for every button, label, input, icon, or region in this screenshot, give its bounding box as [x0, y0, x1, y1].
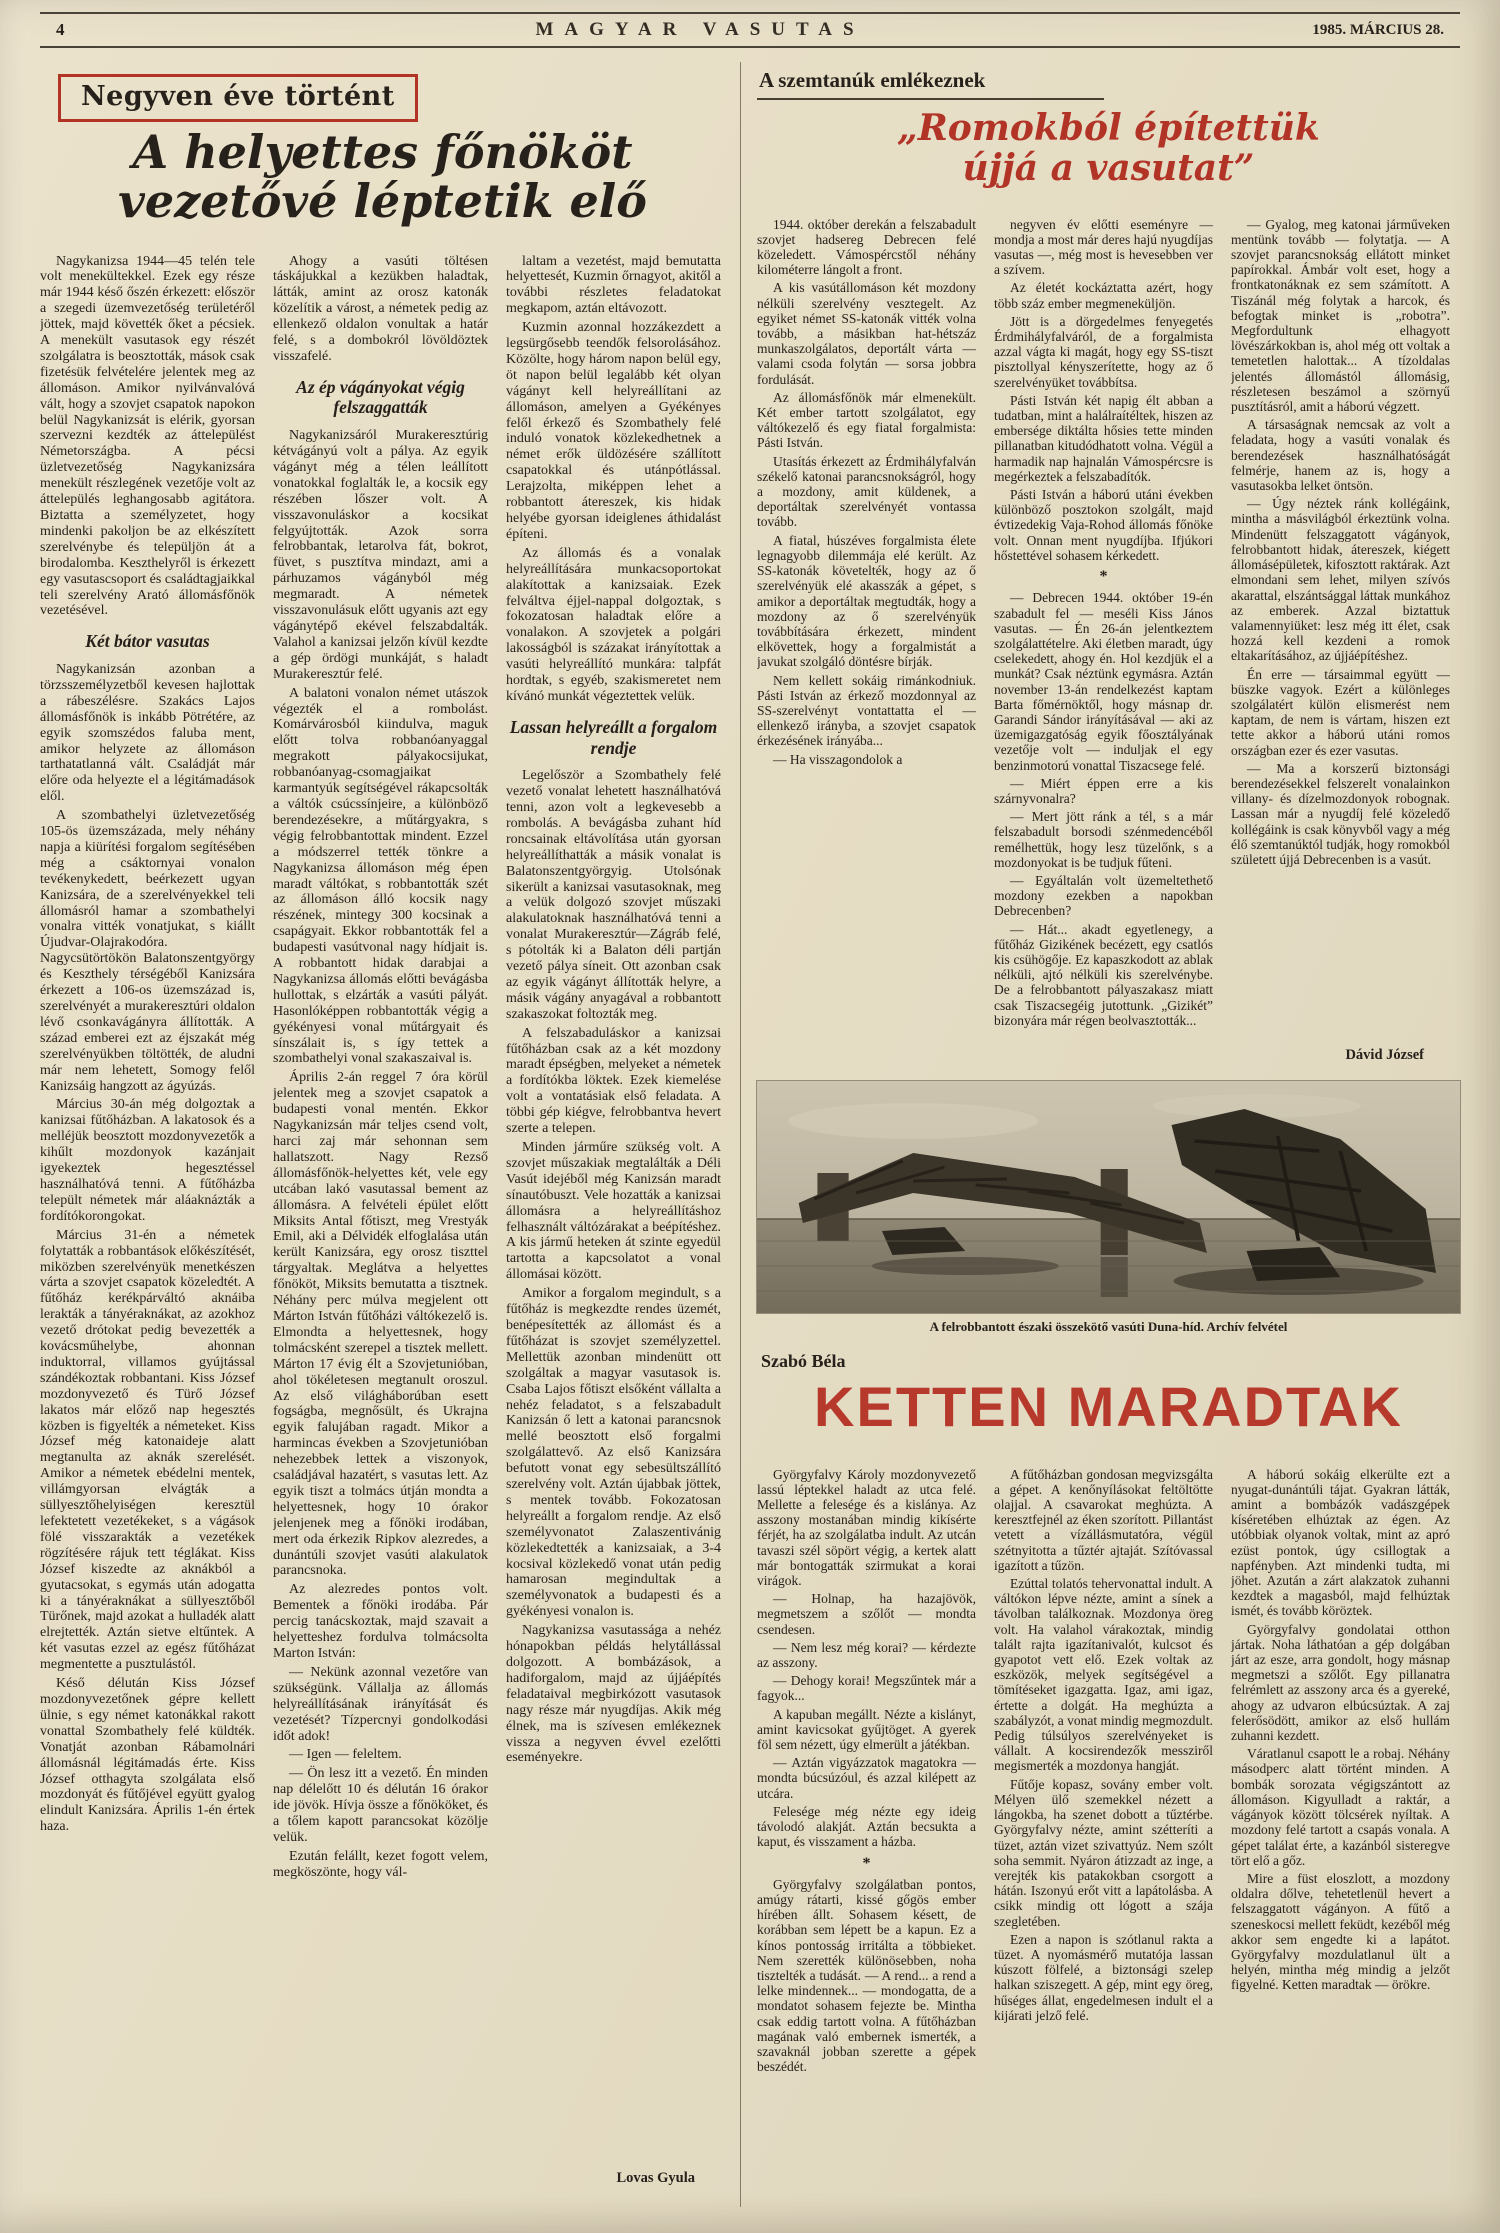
paragraph: Györgyfalvy szolgálatban pontos, amúgy rátarti, kissé gőgös ember hírében állt. Sohasem késett, de korábban sem lépett be a kapun. Ez a kínos pontosság irritálta a többieket. Nem szerették különösebben, noha tisztelték a tudását. — A rend... a rend a lelke mindennek... — mondogatta, de a mondatot sohasem fejezte be. Mintha csak eddig tartott volna. A fűtőházban magának való embernek ismerték, a szavaknál jobban szerette a gépek beszédét. — [757, 1876, 976, 2075]
paragraph: Pásti István a háború utáni években különböző posztokon szolgált, majd évtizedekig Vaja-Rohod állomás főnöke volt. Onnan ment nyugdíjba. Ifjúkori hőstettével sohasem kérkedett. — [994, 487, 1213, 563]
paragraph: — Ma a korszerű biztonsági berendezésekkel felszerelt vonalainkon villany- és dízelmozdonyok robognak. Lassan már a nyugdíj felé közeledő kollégáink is csak könyvből vagy a még élő szemtanúktól tudják, hogy romokból született újjá Debrecenben is a vasút. — [1231, 760, 1450, 867]
masthead — [40, 12, 1460, 48]
paragraph: Két bátor vasutas — [85, 631, 210, 652]
paragraph: Nem kellett sokáig rimánkodniuk. Pásti István az érkező mozdonnyal az SS-szerelvényt vontattatta el — ellenkező irányba, a szovjet csapatok érkezésének irányába... — [757, 672, 976, 749]
paragraph: Ahogy a vasúti töltésen táskájukkal a kezükben haladtak, látták, amint az orosz katonák közelítik a várost, a németek pedig az ellenkező oldalon vonultak a határ felé, s a dombokról lövöldöztek visszafelé. — [273, 253, 488, 364]
paragraph: Ezen a napon is szótlanul rakta a tüzet. A nyomásmérő mutatója lassan kúszott fölfelé, a biztonsági szelep halkan sziszegett. A gép, mint egy öreg, hűséges állat, engedelmesen indult el a kijárati jelző felé. — [994, 1931, 1213, 2023]
paragraph: Györgyfalvy gondolatai otthon jártak. Noha láthatóan a gép dolgában járt az esze, arra gondolt, hogy másnap megmetszi a szőlőt. Egy pillanatra felrémlett az asszony arca és a gyereké, ahogy az udvaron elbúcsúztak. A zaj felerősödött, amikor az első hullám zuhanni kezdett. — [1231, 1621, 1450, 1744]
paragraph: Ezután felállt, kezet fogott velem, megköszönte, hogy vál- — [273, 1848, 488, 1880]
paragraph: Március 30-án még dolgoztak a kanizsai fűtőházban. A lakatosok és a melléjük beosztott mozdonyvezetők a kihűlt mozdonyok kazánjait igyekeztek hegesztéssel használhatóvá tenni. A fűtőházba települt németek már aláaknázták a fordítókorongokat. — [40, 1097, 255, 1224]
paragraph: 1944. október derekán a felszabadult szovjet hadsereg Debrecen felé közeledett. Vámospércstől néhány kilométerre lángolt a front. — [757, 216, 976, 278]
witness-headline — [757, 108, 1460, 189]
promotion-column-3 — [506, 254, 721, 2192]
paragraph: A fűtőházban gondosan megvizsgálta a gépet. A kenőnyílásokat feltöltötte olajjal. A csavarokat meghúzta. A keresztfejnél az éken szorított. Pillantást vetett a vízállásmutatóra, végül szétnyitotta a tűztér ajtaját. Szítóvassal igazított a tűzön. — [994, 1466, 1213, 1573]
paragraph: A kis vasútállomáson két mozdony nélküli szerelvény vesztegelt. Az egyiket német SS-katonák vitték volna tovább, a másikban hat-hétszáz munkaszolgálatos, deportált várta — valami csoda folytán — sorsa jobbra fordulását. — [757, 280, 976, 387]
paragraph: Ezúttal tolatós tehervonattal indult. A váltókon lépve nézte, amint a sínek a távolban találkoznak. Mozdonya öreg volt. Ha valahol várakoztak, mindig talált rajta igazítanivalót, kulcsot és gyapotot vett elő. Ezek voltak az eszközök, melyek segítségével a tömítéseket igazgatta. Igaz, ami igaz, értette a dolgát. Ha meghúzta a szabályzót, a vonat mindig megmozdult. Pedig túlsúlyos szerelvényeket is vállalt. A kocsirendezők messziről megismerték a mozdonya hangját. — [994, 1576, 1213, 1774]
paragraph: — Holnap, ha hazajövök, megmetszem a szőlőt — mondta csendesen. — [757, 1591, 976, 1637]
paragraph: — Ha visszagondolok a — [773, 751, 903, 767]
article-ketten — [757, 1351, 1460, 2209]
ketten-headline: KETTEN MARADTAK — [814, 1374, 1403, 1438]
paragraph: — Mert jött ránk a tél, s a már felszabadult borsodi szénmedencéből remélhettük, hogy lesz tüzelőnk, s a mozdonyokat is be tudjuk fűteni. — [994, 809, 1213, 870]
promotion-headline-line2: vezetővé léptetik elő — [118, 173, 647, 228]
paragraph: Kuzmin azonnal hozzákezdett a legsürgősebb teendők felsorolásához. Közölte, hogy három napon belül egy, öt napon belül legalább két olyan vágányt kell helyreállítani az állomáson, amelyen a Gyékényes felől érkező és Szombathely felé induló vonatok közlekedhetnek a német erők üldözésére szállított csapatokkal és utánpótlással. Lerajzolta, miképpen lehet a robbantott átereszek, kis hidak helyébe gyorsan ideiglenes áthidalást építeni. — [506, 320, 721, 542]
author-signature: Lovas Gyula — [616, 2169, 695, 2186]
paragraph: — Aztán vigyázzatok magatokra — mondta búcsúzóul, és azzal kilépett az utcára. — [757, 1755, 976, 1801]
page-content — [40, 62, 1460, 2207]
paragraph: Az állomásfőnök már elmenekült. Két ember tartott szolgálatot, egy váltókezelő és egy fiatal forgalmista: Pásti István. — [757, 389, 976, 451]
paragraph: Minden járműre szükség volt. A szovjet műszakiak megtalálták a Déli Vasút idejéből még Kanizsán maradt sínautóbuszt. Vele hozatták a kanizsai állomásra a helyreállításhoz felhasznált váltózárakat a beépítéshez. A kis jármű heteken át szinte egyedül tartotta a kapcsolatot a vonal állomásai között. — [506, 1140, 721, 1283]
promotion-columns — [40, 254, 725, 2192]
photo-caption: A felrobbantott északi összekötő vasúti Duna-híd. Archív felvétel — [929, 1318, 1288, 1334]
paragraph: — Debrecen 1944. október 19-én szabadult fel — meséli Kiss János vasutas. — Én 26-án jelentkeztem szolgálattételre. Aki életben maradt, úgy cselekedett, ahogy én. Hol kezdjük el a munkát? Csak néztünk egymásra. Aztán november 13-án rendelkezést kaptam Barta főmérnöktől, hogy másnap dr. Garandi Sándor irányításával — aki az üzemigazgatóság egyik főosztályának vezetője volt — induljak el egy benzinmotorú vonattal Tiszacsege felé. — [994, 590, 1213, 773]
paragraph: Az ép vágányokat végig felszaggatták — [296, 376, 465, 418]
promotion-column-3-body — [506, 254, 721, 2165]
paragraph: A balatoni vonalon német utászok végezték el a rombolást. Komárvárosból kiindulva, maguk előtt tolva robbanóanyaggal megrakott pályakocsijukat, robbanóanyag-csomagjaikat karmantyúk segítségével rákapcsolták a váltók csúcssínjeire, a különböző berendezésekre, a műtárgyakra, s végig felrobbantottak mindent. Ezzel a módszerrel tették tönkre a Nagykanizsa állomáson még épen maradt váltókat, s robbantották szét az állomáson álló kocsik nagy részének, mintegy 300 kocsinak a csapágyait. Ekkor robbantották fel a budapesti vasútvonal nagy hídjait is. A robbantott hidak darabjai a Nagykanizsa állomás előtti bevágásba hullottak, s elzárták a vasúti pályát. Hasonlóképpen robbantották végig a gyékényesi vonal műtárgyait és sínszálait is, s így tettek a szombathelyi vonal szakaszaival is. — [273, 685, 488, 1067]
paragraph: — Miért éppen erre a kis szárnyvonalra? — [994, 775, 1213, 806]
kicker-box — [58, 74, 418, 122]
issue-date: 1985. MÁRCIUS 28. — [1312, 21, 1444, 38]
paragraph: Váratlanul csapott le a robaj. Néhány másodperc alatt történt minden. A bombák sorozata végigszántott az állomáson. Kigyulladt a raktár, a vágányok között tölcsérek nyíltak. A mozdony felé tartott a csapás vonala. A gépet találat érte, a kazánból sisteregve tört elő a gőz. — [1231, 1746, 1450, 1868]
paragraph: laltam a vezetést, majd bemutatta helyettesét, Kuzmin őrnagyot, akitől a további részletes feladatokat megkapom, aztán eltávozott. — [506, 253, 721, 317]
paragraph: Pásti István két napig élt abban a tudatban, mint a halálraítéltek, hiszen az embersége diktálta hősies tette minden pillanatban kitudódhatott volna. Végül a harmadik nap hajnalán Vámospércsre is megérkeztek a felszabadítók. — [994, 392, 1213, 484]
paragraph: — Ön lesz itt a vezető. Én minden nap délelőtt 10 és délután 16 órakor ide jövök. Hívja össze a főnököket, és a tőlem kapott parancsokat közölje velük. — [273, 1766, 488, 1845]
ketten-column-2 — [994, 1467, 1213, 2209]
paragraph: Fűtője kopasz, sovány ember volt. Mélyen ülő szemekkel nézett a lángokba, ha szenet dobott a tűztérbe. Györgyfalvy nézte, amint szétteríti a tüzet, aztán vizet szivattyúz. Nem szólt soha semmit. Nyáron átizzadt az inge, a verejték kis patakokban csorgott a hátán. Iszonyú erőt vitt a lapátolásba. A csikk mindig ott lógott a szája szegletében. — [994, 1776, 1213, 1929]
paragraph: Az alezredes pontos volt. Bementek a főnöki irodába. Pár percig tanácskoztak, majd szavait a helyetteshez fordulva tolmácsolta Marton István: — [273, 1582, 488, 1661]
witness-headline-line2: újjá a vasutat” — [962, 147, 1255, 190]
promotion-headline-line1: A helyettes főnököt — [132, 125, 633, 179]
bridge-photo-figure — [757, 1081, 1460, 1335]
paragraph: Amikor a forgalom megindult, s a fűtőház is megkezdte rendes üzemét, benépesítették az állomást és a fűtőházat is szovjet személyzettel. Mellettük azonban mindenütt ott szolgáltak a magyar vasutasok is. Csaba Lajos főtiszt elsőként vállalta a nehéz feladatot, s a felszabadult Kanizsán ő lett a katonai parancsnok mellé beosztott első forgalmi szolgálattevő. Az első Kanizsára befutott vonat egy sebesültszállító szerelvény volt. Aztán újabbak jöttek, s mentek tovább. Fokozatosan helyreállt a forgalom rendje. Az első személyvonatot Zalaszentivánig közlekedtették a kanizsaiak, a 3-4 kocsival közlekedő vonat után pedig hamarosan megindultak a személyvonatok a budapesti és a gyékényesi vonalon is. — [506, 1286, 721, 1620]
paragraph: A fiatal, húszéves forgalmista élete legnagyobb dilemmája elé került. Az SS-katonák követelték, hogy az ő szerelvényük elé akasszák a gépet, s amikor a deportáltak megtudták, hogy a mozdony az ő szerelvényük továbbítására érkezett, mindent elkövettek, hogy a forgalmistát a javukat szolgáló döntésre bírják. — [757, 532, 976, 670]
paragraph: Györgyfalvy Károly mozdonyvezető lassú léptekkel haladt az utca felé. Mellette a felesége és a kislánya. Az asszony mostanában mindig kikísérte férjét, ha az szolgálatba indult. Az utcán tavaszi szél söpört végig, a kertek alatt már bontogatták szirmukat a korai virágok. — [757, 1466, 976, 1589]
paragraph: Felesége még nézte egy ideig távolodó alakját. Aztán becsukta a kaput, és visszament a házba. — [757, 1803, 976, 1850]
witness-column-2 — [994, 217, 1213, 1069]
paragraph: Március 31-én a németek folytatták a robbantások előkészítését, miközben szerelvényük menetkészen várta a szovjet csapatok közeledtét. A fűtőház kerékpárváltó aknáiba lerakták a tányéraknákat, az azokhoz vezető drótokat pedig bevezették a kovácsműhelybe, ahonnan induktorral, villamos gyújtással szándékoztak robbantani. Kiss József mozdonyvezető és Türő József lakatos már előző nap hegesztés közben is figyelték a németeket. Kiss József még katonaideje alatt megtanulta az aknák szerelését. Amikor a németek ebédelni mentek, villámgyorsan elvágták a süllyesztőhelyiségen keresztül lefektetett vezetékeket, s a vágások fölé visszarakták a vezetékek rögzítésére rájuk tett téglákat. Kiss József kiszedte az aknákból a gyutacsokat, s egymás után adogatta ki a tányéraknákat a süllyesztőből Türőnek, majd azokat a hulladék alatt elrejtették. Aztán sietve eltűntek. A két vasutas ezzel az egész fűtőházat megmentette a pusztulástól. — [40, 1227, 255, 1673]
witness-kicker: A szemtanúk emlékeznek — [757, 66, 1104, 100]
author-signature: Dávid József — [1345, 1047, 1424, 1064]
paragraph: Április 2-án reggel 7 óra körül jelentek meg a szovjet csapatok a budapesti vonal mentén. Ekkor Nagykanizsán már teljes csend volt, harci zaj már sehonnan sem hallatszott. Nagy Rezső állomásfőnök-helyettes két, vele egy utcában lakó vasutassal bement az állomásra. A felvételi épület előtt Miksits Antal főtiszt, meg Vrestyák Emil, aki a Délvidék elfoglalása után került Kanizsára, egy orosz tiszttel tárgyaltak. Meglátva a helyettes főnököt, Miksits bemutatta a tisztnek. Néhány perc múlva megjelent ott Márton István fűtőházi váltókezelő is. Elmondta a helyettesnek, hogy tolmácsként szerepel a tisztek mellett. Márton 17 évig élt a Szovjetunióban, ahol tökéletesen megtanult oroszul. Az első világháborúban esett fogságba, megnősült, és Ukrajna egyik falujában ragadt. Mikor a harmincas években a Szovjetunióban nehezebbek lettek a viszonyok, családjával hazatért, s vasutas lett. Az egyik tiszt a tolmács útján mondta a helyettesnek, hogy 10 órakor jelenjenek meg a főnöki irodában, mert oda érkezik Ripkov alezredes, a dunántúli szovjet vasúti alakulatok parancsnoka. — [273, 1070, 488, 1579]
ketten-column-1 — [757, 1467, 976, 2209]
paragraph: Utasítás érkezett az Érdmihályfalván székelő katonai parancsnokságról, hogy a mozdony, amit küldenek, a deportáltak szerelvényét vontassa tovább. — [757, 453, 976, 530]
paragraph: Mire a füst eloszlott, a mozdony oldalra dőlve, tehetetlenül hevert a felszaggatott vágányon. A fűtő a szeneskocsi mellett feküdt, kezéből még akkor sem engedte ki a lapátot. Györgyfalvy mozdulatlanul ült a helyén, mintha még mindig a jelzőt figyelné. Ketten maradtak — örökre. — [1231, 1870, 1450, 1993]
paragraph: Legelőször a Szombathely felé vezető vonalat lehetett használhatóvá tenni, azon volt a legkevesebb a rombolás. A bevágásba zuhant híd roncsainak eltávolítása után gyorsan helyreállíthatták a másik vonalat is Balatonszentgyörgyig. Utolsónak sikerült a kanizsai vasutasoknak, meg a velük dolgozó szovjet műszaki alakulatoknak használhatóvá tenni a vonalat Murakeresztúr—Zágráb felé, s pótolták ki a Balaton déli partján vezető pálya síneit. Ott azonban csak az egyik vágányt állították helyre, a másik vágány anyagával a robbantott szakaszokat foltozták meg. — [506, 768, 721, 1022]
page-number: 4 — [56, 20, 65, 39]
paragraph: — Egyáltalán volt üzemeltethető mozdony ezekben a napokban Debrecenben? — [994, 872, 1213, 919]
paragraph: — Úgy néztek ránk kollégáink, mintha a másvilágból érkeztünk volna. Mindenütt felszaggatott vágányok, felrobbantott hidak, átereszek, kiégett állomásépületek, kifosztott raktárak. Azt elmondani sem lehet, milyen szívós akarattal, elszántsággal láttak munkához az emberek. Azzal biztattuk valamennyiüket: lesz még itt élet, csak hozzá kell kezdeni a romok eltakarításához, az újjáépítéshez. — [1231, 496, 1450, 664]
paragraph: Én erre — társaimmal együtt — büszke vagyok. Ezért a különleges szolgálatért külön elismerést nem kaptam, de nem is vártam, hiszen ezt tette akkor a háború utáni romos országban ezer és ezer vasutas. — [1231, 666, 1450, 758]
article-promotion — [40, 62, 740, 2207]
bridge-photo — [757, 1081, 1460, 1313]
paragraph: Jött is a dörgedelmes fenyegetés Érdmihályfalváról, de a forgalmista azzal vágta ki magát, hogy egy SS-tiszt pisztollyal kényszerítette, hogy az ő szerelvényüket továbbítsa. — [994, 313, 1213, 390]
paragraph: Lassan helyreállt a forgalom rendje — [509, 716, 718, 758]
kicker-label: Negyven éve történt — [81, 81, 395, 112]
paragraph: — Igen — feleltem. — [289, 1747, 402, 1763]
witness-headline-line1: „Romokból építettük — [897, 107, 1320, 149]
paragraph: A társaságnak nemcsak az volt a feladata, hogy a vasúti vonalak és berendezések használhatóságát felmérje, hanem az is, hogy a vasutasokba lelket öntsön. — [1231, 417, 1450, 494]
witness-column-3-body — [1231, 217, 1450, 1043]
paragraph: — Dehogy korai! Megszűntek már a fagyok... — [757, 1673, 976, 1704]
paragraph: — Gyalog, meg katonai járműveken mentünk tovább — folytatja. — A szovjet parancsnokság ellátott minket papírokkal. Ámbár volt eset, hogy a frontkatonáknak ez sem számított. A Tiszánál még folytak a harcok, és befogtak minket is „robotra”. Megfordultunk elhagyott lövészárkokban is, ahol még ott voltak a temetetlen halottak... A tízoldalas jelentés állomástól állomásig, részletesen beszámol a szörnyű pusztításról, amit a háború végzett. — [1231, 216, 1450, 415]
witness-columns — [757, 217, 1460, 1069]
witness-column-3 — [1231, 217, 1450, 1069]
paragraph: Nagykanizsa 1944—45 telén tele volt menekültekkel. Ezek egy része már 1944 késő őszén érkezett: először a szegedi üzemvezetőség területéről jöttek, majd követték őket a pécsiek. A menekült vasutasok egy részét szolgálatra is beosztották, mások csak fizetésük felvételére jelentek meg az állomáson. Amikor nyilvánvalóvá vált, hogy a szovjet csapatok napokon belül Nagykanizsát is elérik, gyorsan szervezni kezdték az áttelepülést Németországba. A pécsi üzletvezetőség Nagykanizsára menekült részlegének vezetője volt az áttelepülés leghangosabb agitátora. Biztatta a személyzetet, hogy mindenki pakoljon be az elkészített szerelvénybe és települjön át a birodalomba. Keszthelyről is érkezett egy vasutascsoport és családtagjaikkal teli szerelvény Arató állomásfőnök vezetésével. — [40, 253, 255, 619]
paragraph: Az állomás és a vonalak helyreállítására munkacsoportokat alakítottak a kanizsaiak. Ezek felváltva éjjel-nappal dolgoztak, s fokozatosan haladtak előre a vonalakon. A szovjetek a polgári lakosságból is százakat irányítottak a vasúti helyreállító munkára: talpfát hordtak, s egyéb, szakismeretet nem kívánó munkát végeztettek velük. — [506, 545, 721, 704]
paragraph: Nagykanizsa vasutassága a nehéz hónapokban példás helytállással dolgozott. A bombázások, a hadiforgalom, majd az újjáépítés feladataival megbirkózott vasutasok nagy része már nyugdíjas. Akik még élnek, ma is szívesen emlékeznek vissza a negyven évvel ezelőtti eseményekre. — [506, 1623, 721, 1766]
right-half — [741, 62, 1460, 2207]
paragraph: A felszabaduláskor a kanizsai fűtőházban csak az a két mozdony maradt épségben, melyeket a németek a fordítókba löktek. Ezek kiemelése volt a vontatásiak első feladata. A többi gép kiégve, felrobbantva hevert szerte a telepen. — [506, 1025, 721, 1137]
paragraph: * — [862, 1854, 871, 1872]
promotion-column-2 — [273, 254, 488, 2192]
promotion-column-1 — [40, 254, 255, 2192]
ketten-byline: Szabó Béla — [761, 1350, 846, 1371]
paragraph: — Nem lesz még korai? — kérdezte az asszony. — [757, 1639, 976, 1671]
paragraph: * — [1099, 568, 1108, 586]
paragraph: Az életét kockáztatta azért, hogy több száz ember megmeneküljön. — [994, 280, 1213, 311]
promotion-headline — [40, 125, 725, 228]
paragraph: A kapuban megállt. Nézte a kislányt, amint kavicsokat gyűjtöget. A gyerek föl sem nézett, úgy elmerült a játékban. — [757, 1706, 976, 1753]
article-witness — [757, 66, 1460, 1069]
paragraph: — Hát... akadt egyetlenegy, a fűtőház Gizikének becézett, egy csatlós kis csühögője. Ez kapaszkodott az ablak nélküli, ajtó nélküli kis szerelvénybe. De a felrobbantott pályaszakasz miatt csak Tiszacsegéig jutottunk. „Gizikét” bizonyára már régen beolvasztották... — [994, 921, 1213, 1028]
paragraph: Késő délután Kiss József mozdonyvezetőnek gépre kellett ülnie, s egy német katonákkal rakott vonattal Szombathely felé küldték. Vonatját azonban Rábamolnári állomásnál légitámadás érte. Kiss József otthagyta szolgálata első mozdonyát és fűtőjével együtt gyalog elindult Kanizsára. Április 1-én értek haza. — [40, 1676, 255, 1835]
paragraph: A szombathelyi üzletvezetőség 105-ös üzemszázada, mely néhány napja a kiürítési forgalom segítésében még a csáktornyai vonalon tevékenykedett, beérkezett ugyan Kanizsára, de a szerelvényekkel teli állomásról hamar a szombathelyi vonalra vitték vonatjukat, s kiállt Újudvar-Olajrakodóra. Nagycsütörtökön Balatonszentgyörgy és Keszthely térségéből Kanizsára érkezett a 106-os üzemszázad is, szerelvényét a murakeresztúri oldalon lévő csonkavágányra állították. A század emberei ezt az éjszakát még szerelvényükben töltötték, de aludni már nem lehetett, Somogy felől Kanizsáig hangzott az ágyúzás. — [40, 808, 255, 1094]
witness-column-1 — [757, 217, 976, 1069]
paragraph: negyven év előtti eseményre — mondja a most már deres hajú nyugdíjas vasutas —, még most is hevesebben ver a szívem. — [994, 216, 1213, 278]
masthead-title: MAGYAR VASUTAS — [535, 19, 865, 40]
ketten-columns — [757, 1467, 1460, 2209]
paragraph: Nagykanizsán azonban a törzsszemélyzetből kevesen hajlottak a rábeszélésre. Szakács Lajos állomásfőnök is inkább Pötrétére, az egyik szomszédos faluba ment, amikor helyzete az állomáson tarthatatlanná vált. Családját már előre oda helyezte el a légitámadások elől. — [40, 661, 255, 805]
paragraph: Nagykanizsáról Murakeresztúrig kétvágányú volt a pálya. Az egyik vágányt még a télen leállított vonatokkal foglalták le, a kocsik egy részében lőszer volt. A visszavonuláskor a kocsikat felgyújtották. Azok sorra felrobbantak, letarolva fát, bokrot, füvet, s pusztítva mindazt, ami a párhuzamos vágányból még megmaradt. A németek visszavonulásuk előtt ugyanis azt egy vágánytépő ekével felszabdalták. Valahol a kanizsai jelzőn kívül kezdte a gép ördögi munkáját, s haladt Murakeresztúr felé. — [273, 428, 488, 682]
paragraph: A háború sokáig elkerülte ezt a nyugat-dunántúli tájat. Gyakran látták, amint a bombázók vadászgépek kíséretében elhúztak az égen. Az utóbbiak olyanok voltak, mint az apró ezüst pontok, úgy csillogtak a napfényben. Azt mindenki tudta, mi jöhet. Azután a zárt alakzatok zuhanni kezdtek a magasból, majd felhúztak ismét, és tovább köröztek. — [1231, 1466, 1450, 1619]
paragraph: — Nekünk azonnal vezetőre van szükségünk. Vállalja az állomás helyreállításának irányítását és vezetését? Tízpercnyi gondolkodási időt adok! — [273, 1664, 488, 1744]
ketten-column-3 — [1231, 1467, 1450, 2209]
